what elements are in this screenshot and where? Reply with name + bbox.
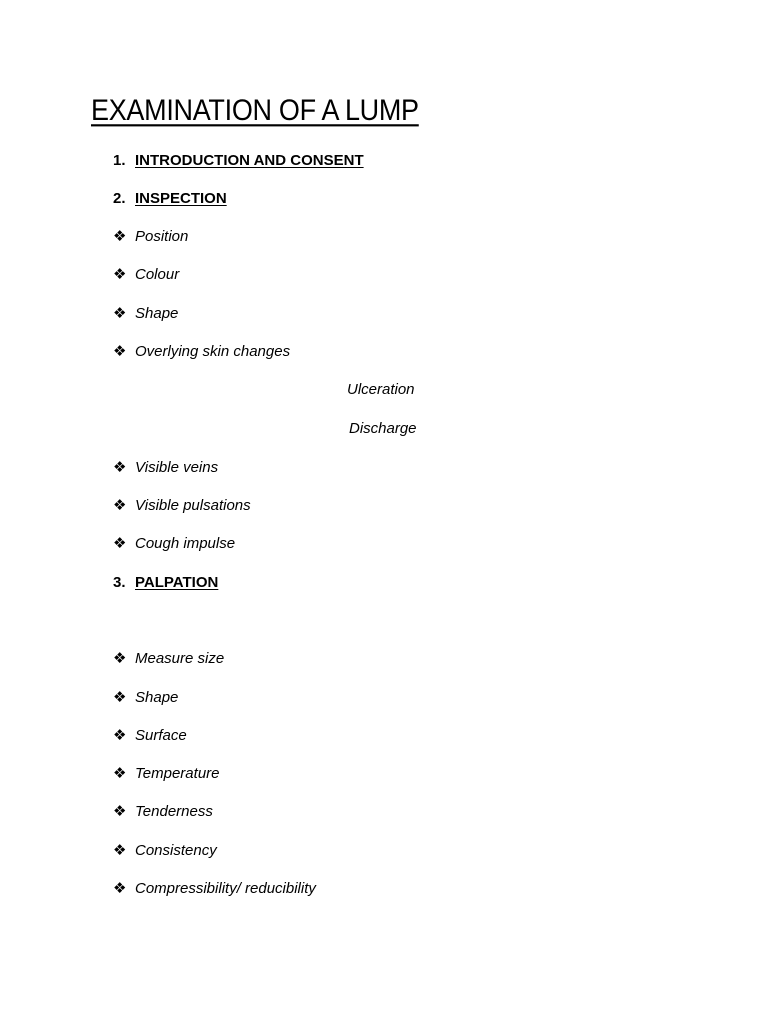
list-item-text: Tenderness: [135, 803, 213, 820]
section-title: INSPECTION: [135, 190, 227, 207]
list-item-text: Visible veins: [135, 459, 219, 476]
bullet-diamond-icon: ❖: [113, 880, 127, 897]
bullet-diamond-icon: ❖: [113, 650, 127, 667]
sub-item-discharge: Discharge: [349, 420, 417, 437]
list-item-text: Colour: [135, 266, 180, 283]
list-item: [113, 226, 188, 248]
list-item-text: Cough impulse: [135, 535, 236, 552]
bullet-diamond-icon: ❖: [113, 765, 127, 782]
list-item-text: Consistency: [135, 842, 217, 859]
bullet-diamond-icon: ❖: [113, 305, 127, 322]
list-item: [113, 725, 187, 747]
sub-item-ulceration: Ulceration: [347, 381, 415, 398]
section-heading-introduction: [113, 150, 364, 172]
list-item: [113, 495, 251, 517]
list-item-text: Shape: [135, 689, 179, 706]
bullet-diamond-icon: ❖: [113, 689, 127, 706]
section-number: 2.: [113, 190, 126, 207]
list-item-text: Surface: [135, 727, 187, 744]
bullet-diamond-icon: ❖: [113, 459, 127, 476]
section-heading-inspection: [113, 188, 227, 210]
list-item: [113, 264, 179, 286]
list-item: [113, 763, 220, 785]
bullet-diamond-icon: ❖: [113, 343, 127, 360]
bullet-diamond-icon: ❖: [113, 535, 127, 552]
bullet-diamond-icon: ❖: [113, 727, 127, 744]
document-title: EXAMINATION OF A LUMP: [91, 94, 419, 127]
list-item: [113, 840, 217, 862]
list-item: [113, 687, 178, 709]
list-item: [113, 457, 218, 479]
list-item-text: Overlying skin changes: [135, 343, 291, 360]
bullet-diamond-icon: ❖: [113, 842, 127, 859]
section-heading-palpation: [113, 572, 218, 594]
list-item: [113, 648, 224, 670]
bullet-diamond-icon: ❖: [113, 803, 127, 820]
bullet-diamond-icon: ❖: [113, 266, 127, 283]
list-item-text: Compressibility/ reducibility: [135, 880, 316, 897]
list-item-text: Visible pulsations: [135, 497, 251, 514]
list-item-text: Shape: [135, 305, 179, 322]
list-item: [113, 533, 235, 555]
list-item: [113, 801, 213, 823]
section-number: 3.: [113, 574, 126, 591]
list-item: [113, 303, 178, 325]
list-item: [113, 878, 316, 900]
section-number: 1.: [113, 152, 126, 169]
section-title: PALPATION: [135, 574, 219, 591]
list-item: [113, 341, 290, 363]
list-item-text: Temperature: [135, 765, 220, 782]
section-title: INTRODUCTION AND CONSENT: [135, 152, 364, 169]
list-item-text: Position: [135, 228, 189, 245]
list-item-text: Measure size: [135, 650, 225, 667]
bullet-diamond-icon: ❖: [113, 497, 127, 514]
bullet-diamond-icon: ❖: [113, 228, 127, 245]
